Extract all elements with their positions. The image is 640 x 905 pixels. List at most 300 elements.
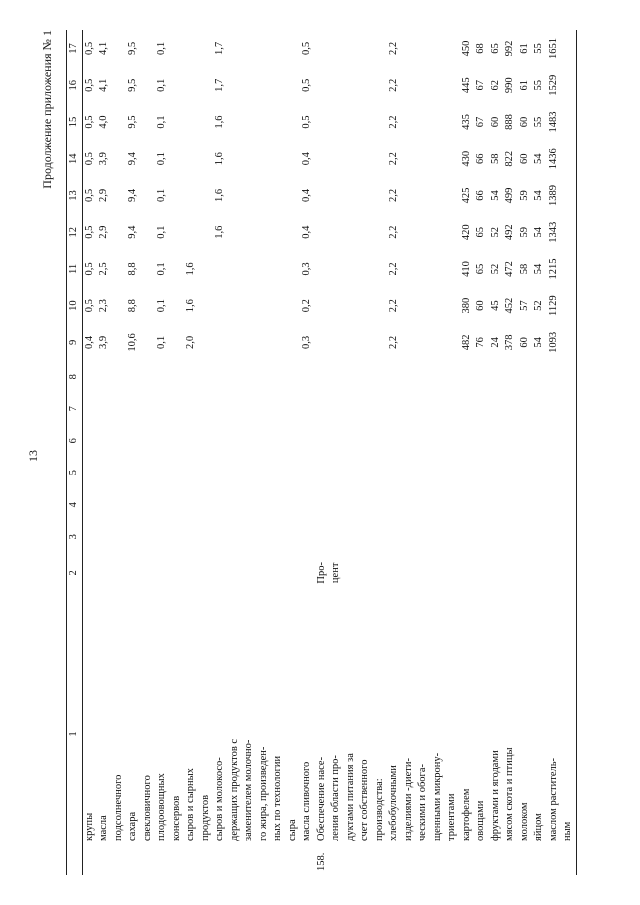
row-label-cell: [445, 593, 460, 875]
value-cell-col-16: 990: [504, 77, 515, 94]
empty-cell: [228, 457, 243, 489]
value-cell-col-9: [445, 324, 460, 361]
value-cell-col-12: 52: [489, 226, 501, 238]
empty-cell: [300, 393, 315, 425]
value-cell-col-14: 822: [504, 150, 515, 167]
empty-cell: [344, 457, 359, 489]
value-cell-col-14: [199, 140, 214, 177]
empty-cell: [489, 393, 504, 425]
value-cell-col-12: [242, 214, 257, 251]
value-cell-col-17: [184, 30, 199, 67]
value-cell-col-14: 3,9: [98, 152, 109, 166]
empty-cell: [286, 489, 301, 521]
empty-cell: [561, 489, 576, 521]
table-row: [141, 30, 156, 875]
value-cell-col-10: 380: [460, 297, 472, 314]
value-cell-col-17: 2,2: [388, 41, 399, 56]
row-label: маслом раститель-: [547, 757, 559, 841]
table-row: [213, 30, 228, 875]
row-label-cell: [503, 593, 518, 875]
empty-cell: [300, 521, 315, 553]
value-cell-col-12: 492: [504, 224, 515, 241]
value-cell-col-17: [228, 30, 243, 67]
empty-cell: [228, 393, 243, 425]
empty-cell: [547, 361, 562, 393]
value-cell-col-10: [199, 287, 214, 324]
row-label: ческими и обога-: [417, 763, 428, 841]
value-cell-col-17: 0,1: [156, 41, 167, 56]
empty-cell: [431, 457, 446, 489]
indicators-table: [66, 30, 577, 875]
empty-cell: [489, 457, 504, 489]
row-label: подсолнечного: [112, 774, 124, 841]
value-cell-col-17: [344, 30, 359, 67]
value-cell-col-10: [445, 287, 460, 324]
value-cell-col-14: 58: [489, 153, 501, 164]
page-number: 13: [26, 450, 40, 462]
empty-cell: [373, 521, 388, 553]
value-cell-col-15: [228, 104, 243, 141]
table-row: [387, 30, 402, 875]
value-cell-col-12: [315, 214, 330, 251]
value-cell-col-15: [358, 104, 373, 141]
unit-cell: [242, 553, 257, 593]
empty-cell: [257, 425, 272, 457]
empty-cell: [503, 521, 518, 553]
column-number-5: 5: [67, 457, 83, 489]
row-label-cell: [155, 593, 170, 875]
row-label-cell: [561, 593, 576, 875]
value-cell-col-15: [257, 104, 272, 141]
empty-cell: [416, 489, 431, 521]
value-cell-col-14: [561, 140, 576, 177]
value-cell-col-13: [257, 177, 272, 214]
value-cell-col-17: [445, 30, 460, 67]
empty-cell: [416, 393, 431, 425]
empty-cell: [199, 393, 214, 425]
value-cell-col-11: [358, 251, 373, 288]
empty-cell: [532, 393, 547, 425]
row-label-cell: [82, 593, 97, 875]
value-cell-col-14: [228, 140, 243, 177]
value-cell-col-12: [431, 214, 446, 251]
value-cell-col-13: 54: [489, 190, 501, 201]
column-number-9: 9: [67, 324, 83, 361]
empty-cell: [184, 521, 199, 553]
empty-cell: [387, 393, 402, 425]
value-cell-col-12: [402, 214, 417, 251]
value-cell-col-17: [286, 30, 301, 67]
value-cell-col-14: [329, 140, 344, 177]
empty-cell: [489, 361, 504, 393]
empty-cell: [228, 425, 243, 457]
value-cell-col-16: [112, 67, 127, 104]
value-cell-col-9: 2,0: [185, 335, 196, 349]
value-cell-col-9: 378: [504, 334, 515, 351]
empty-cell: [460, 521, 475, 553]
column-number-11: 11: [67, 251, 83, 288]
empty-cell: [344, 521, 359, 553]
value-cell-col-16: 0,5: [301, 78, 312, 92]
column-number-17: 17: [67, 30, 83, 67]
empty-cell: [112, 361, 127, 393]
column-number-1: 1: [67, 593, 83, 875]
empty-cell: [460, 361, 475, 393]
value-cell-col-14: 2,2: [388, 152, 399, 166]
value-cell-col-9: [199, 324, 214, 361]
empty-cell: [286, 521, 301, 553]
value-cell-col-15: 1,6: [214, 115, 225, 129]
value-cell-col-17: 1,7: [214, 41, 225, 56]
empty-cell: [242, 489, 257, 521]
empty-cell: [315, 489, 330, 521]
empty-cell: [431, 361, 446, 393]
empty-cell: [199, 361, 214, 393]
value-cell-col-16: 62: [489, 80, 501, 91]
row-label: яйцом: [533, 813, 544, 841]
value-cell-col-17: [315, 30, 330, 67]
value-cell-col-9: [257, 324, 272, 361]
empty-cell: [358, 425, 373, 457]
column-number-7: 7: [67, 393, 83, 425]
value-cell-col-12: [271, 214, 286, 251]
empty-cell: [300, 457, 315, 489]
value-cell-col-10: 60: [475, 300, 486, 311]
value-cell-col-14: [344, 140, 359, 177]
empty-cell: [445, 425, 460, 457]
empty-cell: [329, 457, 344, 489]
value-cell-col-10: 1129: [547, 295, 559, 316]
value-cell-col-17: [358, 30, 373, 67]
column-number-14: 14: [67, 140, 83, 177]
value-cell-col-9: 2,2: [388, 335, 399, 349]
empty-cell: [126, 361, 141, 393]
value-cell-col-10: 0,1: [156, 299, 167, 313]
value-cell-col-14: 60: [518, 153, 530, 164]
unit-cell: [112, 553, 127, 593]
value-cell-col-12: [199, 214, 214, 251]
empty-cell: [257, 521, 272, 553]
value-cell-col-14: [315, 140, 330, 177]
value-cell-col-9: [213, 324, 228, 361]
empty-cell: [155, 489, 170, 521]
row-label-cell: [329, 593, 344, 875]
empty-cell: [402, 489, 417, 521]
empty-cell: [445, 489, 460, 521]
unit-cell: [503, 553, 518, 593]
empty-cell: [257, 457, 272, 489]
table-row: [300, 30, 315, 875]
empty-cell: [155, 425, 170, 457]
value-cell-col-17: [431, 30, 446, 67]
empty-cell: [141, 521, 156, 553]
value-cell-col-13: [373, 177, 388, 214]
value-cell-col-13: [315, 177, 330, 214]
row-label: мясом скота и птицы: [504, 747, 515, 841]
value-cell-col-13: 2,2: [388, 188, 399, 203]
value-cell-col-10: [344, 287, 359, 324]
unit-cell: [184, 553, 199, 593]
value-cell-col-14: 54: [533, 153, 544, 164]
empty-cell: [242, 521, 257, 553]
empty-cell: [489, 521, 504, 553]
empty-cell: [82, 361, 97, 393]
row-label: изделиями -диети-: [402, 758, 414, 841]
table-body: [82, 30, 576, 875]
value-cell-col-11: [213, 251, 228, 288]
column-number-2: 2: [67, 553, 83, 593]
row-label-cell: [402, 593, 417, 875]
value-cell-col-16: 55: [533, 80, 544, 91]
value-cell-col-9: [141, 324, 156, 361]
row-label: хлебобулочными: [388, 765, 399, 841]
row-label: счет собственного: [359, 759, 370, 841]
row-label-cell: [112, 593, 127, 875]
empty-cell: [329, 489, 344, 521]
column-number-12: 12: [67, 214, 83, 251]
column-number-13: 13: [67, 177, 83, 214]
value-cell-col-10: [373, 287, 388, 324]
value-cell-col-16: 2,2: [388, 78, 399, 92]
value-cell-col-17: 1651: [547, 37, 559, 59]
value-cell-col-10: 8,8: [127, 299, 138, 313]
empty-cell: [170, 393, 185, 425]
value-cell-col-11: [199, 251, 214, 288]
value-cell-col-9: [228, 324, 243, 361]
row-label-cell: [213, 593, 228, 875]
value-cell-col-14: [141, 140, 156, 177]
value-cell-col-10: [170, 287, 185, 324]
value-cell-col-15: [271, 104, 286, 141]
empty-cell: [257, 489, 272, 521]
empty-cell: [315, 393, 330, 425]
empty-cell: [344, 489, 359, 521]
value-cell-col-10: 452: [504, 297, 515, 314]
value-cell-col-15: [344, 104, 359, 141]
value-cell-col-16: [402, 67, 417, 104]
empty-cell: [213, 393, 228, 425]
empty-cell: [97, 393, 112, 425]
value-cell-col-17: [561, 30, 576, 67]
empty-cell: [518, 457, 533, 489]
value-cell-col-14: 1,6: [214, 152, 225, 166]
empty-cell: [155, 521, 170, 553]
value-cell-col-17: [416, 30, 431, 67]
value-cell-col-16: 445: [460, 77, 472, 94]
value-cell-col-14: 0,5: [83, 152, 95, 166]
row-label: го жира, произведен-: [257, 746, 269, 841]
unit-cell: [300, 553, 315, 593]
value-cell-col-15: 9,5: [127, 115, 138, 129]
empty-cell: [97, 489, 112, 521]
value-cell-col-10: 0,2: [301, 299, 312, 313]
unit-cell: [82, 553, 97, 593]
row-label: дуктами питания за: [344, 753, 356, 841]
value-cell-col-15: 67: [475, 116, 486, 128]
row-label: триентами: [446, 793, 457, 841]
empty-cell: [387, 457, 402, 489]
empty-cell: [358, 521, 373, 553]
empty-cell: [561, 425, 576, 457]
empty-cell: [358, 457, 373, 489]
value-cell-col-9: [271, 324, 286, 361]
column-number-4: 4: [67, 489, 83, 521]
value-cell-col-11: 8,8: [127, 262, 138, 276]
value-cell-col-13: [228, 177, 243, 214]
row-label: заменителем молочно-: [243, 739, 254, 841]
row-label: производства:: [373, 778, 385, 841]
value-cell-col-11: 0,3: [301, 262, 312, 276]
empty-cell: [170, 457, 185, 489]
row-label-cell: [97, 593, 112, 875]
value-cell-col-10: 0,5: [83, 299, 95, 313]
empty-cell: [315, 457, 330, 489]
empty-cell: [547, 457, 562, 489]
unit-cell: [518, 553, 533, 593]
row-label-cell: [532, 593, 547, 875]
row-label-cell: [474, 593, 489, 875]
value-cell-col-11: [561, 251, 576, 288]
empty-cell: [213, 489, 228, 521]
empty-cell: [402, 521, 417, 553]
empty-cell: [82, 425, 97, 457]
value-cell-col-11: 2,5: [98, 262, 109, 276]
value-cell-col-12: [170, 214, 185, 251]
value-cell-col-9: 10,6: [127, 333, 138, 352]
value-cell-col-9: 60: [518, 337, 530, 348]
value-cell-col-10: [315, 287, 330, 324]
value-cell-col-9: [358, 324, 373, 361]
value-cell-col-16: 0,5: [83, 78, 95, 92]
empty-cell: [373, 361, 388, 393]
empty-cell: [532, 361, 547, 393]
value-cell-col-16: [271, 67, 286, 104]
empty-cell: [141, 361, 156, 393]
empty-cell: [271, 457, 286, 489]
value-cell-col-15: 1483: [547, 111, 559, 133]
empty-cell: [213, 361, 228, 393]
value-cell-col-11: [170, 251, 185, 288]
value-cell-col-16: [344, 67, 359, 104]
table-row: [329, 30, 344, 875]
unit-cell: [561, 553, 576, 593]
empty-cell: [474, 489, 489, 521]
value-cell-col-12: [358, 214, 373, 251]
value-cell-col-12: [416, 214, 431, 251]
empty-cell: [416, 521, 431, 553]
value-cell-col-9: [402, 324, 417, 361]
row-label-cell: [257, 593, 272, 875]
empty-cell: [373, 393, 388, 425]
value-cell-col-17: 65: [489, 43, 501, 54]
table-row: [228, 30, 243, 875]
row-label-cell: [184, 593, 199, 875]
table-row: [170, 30, 185, 875]
unit-cell: [228, 553, 243, 593]
column-number-6: 6: [67, 425, 83, 457]
value-cell-col-9: [416, 324, 431, 361]
value-cell-col-17: [257, 30, 272, 67]
value-cell-col-14: [373, 140, 388, 177]
empty-cell: [561, 393, 576, 425]
value-cell-col-9: 0,3: [301, 335, 312, 349]
value-cell-col-10: [213, 287, 228, 324]
value-cell-col-15: [141, 104, 156, 141]
value-cell-col-11: [112, 251, 127, 288]
unit-cell: [402, 553, 417, 593]
empty-cell: [431, 521, 446, 553]
row-label-cell: [460, 593, 475, 875]
empty-cell: [460, 393, 475, 425]
row-label-cell: [170, 593, 185, 875]
empty-cell: [286, 361, 301, 393]
row-label: щенными микрону-: [431, 752, 443, 841]
row-label: держащих продуктов с: [228, 738, 240, 841]
empty-cell: [445, 457, 460, 489]
empty-cell: [112, 425, 127, 457]
empty-cell: [474, 457, 489, 489]
empty-cell: [242, 425, 257, 457]
empty-cell: [474, 393, 489, 425]
empty-cell: [184, 457, 199, 489]
value-cell-col-12: [184, 214, 199, 251]
table-row: [199, 30, 214, 875]
value-cell-col-15: 55: [533, 116, 544, 128]
value-cell-col-16: [445, 67, 460, 104]
table-row: [126, 30, 141, 875]
empty-cell: [126, 489, 141, 521]
table-row: [112, 30, 127, 875]
value-cell-col-9: [431, 324, 446, 361]
empty-cell: [387, 521, 402, 553]
value-cell-col-16: [373, 67, 388, 104]
value-cell-col-15: [445, 104, 460, 141]
value-cell-col-15: 60: [489, 116, 501, 128]
value-cell-col-17: 55: [533, 43, 544, 54]
row-label: овощами: [475, 800, 486, 841]
appendix-caption: Продолжение приложения № 1: [40, 30, 54, 189]
value-cell-col-10: 2,2: [388, 299, 399, 313]
value-cell-col-13: 0,4: [301, 188, 312, 203]
value-cell-col-15: [431, 104, 446, 141]
row-label: свекловичного: [141, 775, 153, 841]
unit-cell: [257, 553, 272, 593]
row-label: молоком: [518, 802, 530, 841]
value-cell-col-13: [344, 177, 359, 214]
column-number-3: 3: [67, 521, 83, 553]
empty-cell: [228, 521, 243, 553]
value-cell-col-15: [416, 104, 431, 141]
empty-cell: [184, 425, 199, 457]
empty-cell: [199, 489, 214, 521]
value-cell-col-15: [112, 104, 127, 141]
row-label: консервов: [170, 795, 182, 841]
empty-cell: [402, 425, 417, 457]
row-label-cell: [228, 593, 243, 875]
table-row: [402, 30, 417, 875]
unit-cell: [445, 553, 460, 593]
value-cell-col-11: 472: [504, 261, 515, 277]
empty-cell: [416, 361, 431, 393]
table-row: [445, 30, 460, 875]
value-cell-col-16: [431, 67, 446, 104]
value-cell-col-12: [257, 214, 272, 251]
value-cell-col-14: [416, 140, 431, 177]
row-label: фруктами и ягодами: [489, 750, 501, 841]
empty-cell: [402, 457, 417, 489]
empty-cell: [199, 521, 214, 553]
empty-cell: [170, 489, 185, 521]
